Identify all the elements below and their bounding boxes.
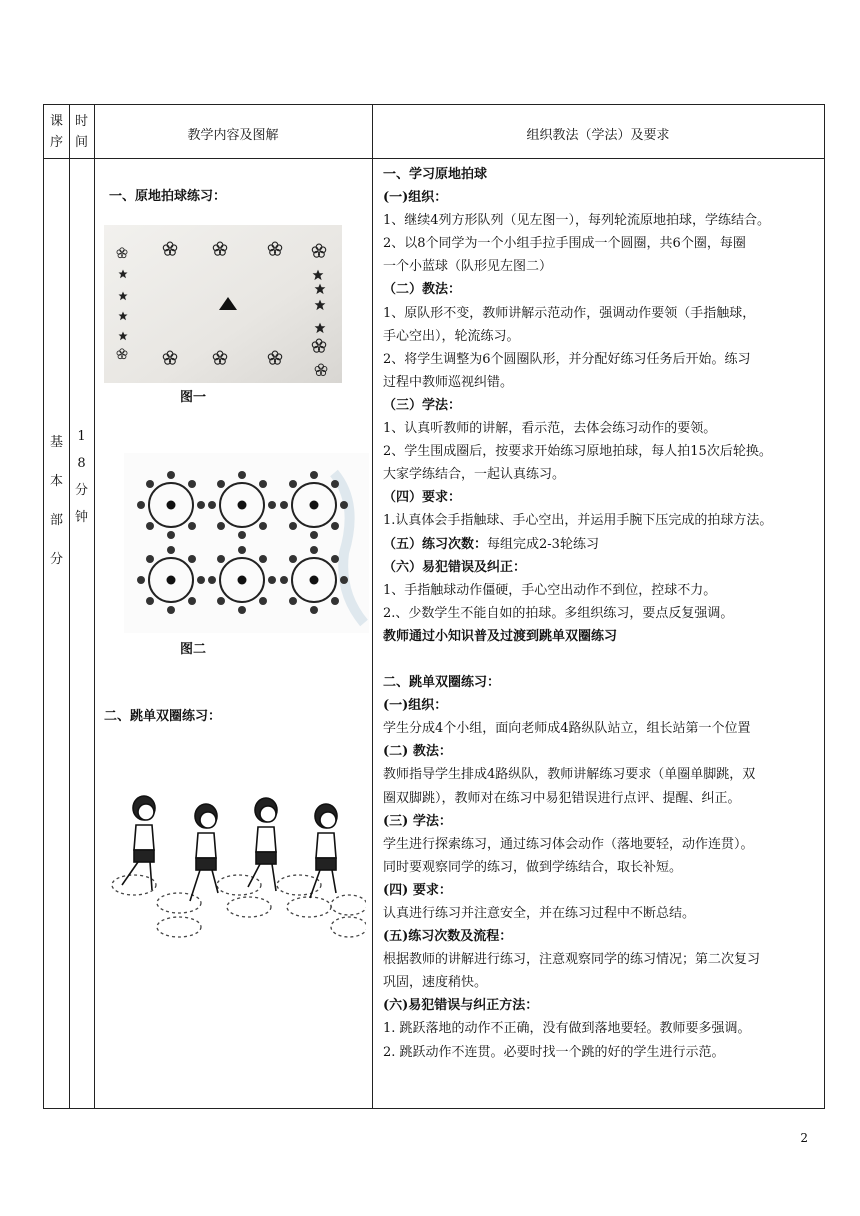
method-line: (六)易犯错误与纠正方法： bbox=[383, 998, 539, 1014]
method-line: 学生分成4个小组，面向老师成4路纵队站立，组长站第一个位置 bbox=[383, 721, 751, 737]
method-line: (五)练习次数及流程： bbox=[383, 929, 513, 945]
method-line: 同时要观察同学的练习，做到学练结合，取长补短。 bbox=[383, 859, 683, 875]
method-line: (一)组织： bbox=[383, 698, 448, 714]
method-line: (一)组织： bbox=[383, 190, 448, 206]
method-line: 1. 跳跃落地的动作不正确，没有做到落地要轻。教师要多强调。 bbox=[383, 1021, 751, 1037]
method-line bbox=[383, 648, 823, 671]
method-line: 大家学练结合，一起认真练习。 bbox=[383, 467, 566, 483]
column-divider bbox=[372, 105, 373, 1108]
header-content: 教学内容及图解 bbox=[187, 128, 279, 143]
method-line: 二、跳单双圈练习： bbox=[383, 675, 501, 691]
figure1-caption: 图一 bbox=[180, 390, 207, 405]
figure3-jumping-image bbox=[104, 785, 366, 950]
time-label: 1 8 分 钟 bbox=[74, 429, 88, 525]
header-divider bbox=[44, 158, 824, 159]
method-line: 1、原队形不变，教师讲解示范动作，强调动作要领（手指触球， bbox=[383, 305, 756, 321]
header-time: 时 间 bbox=[74, 114, 88, 150]
method-column bbox=[383, 163, 823, 1064]
method-line: 2. 跳跃动作不连贯。必要时找一个跳的好的学生进行示范。 bbox=[383, 1044, 725, 1060]
method-line: 根据教师的讲解进行练习，注意观察同学的练习情况；第二次复习 bbox=[383, 952, 761, 968]
method-line: （二）教法： bbox=[383, 282, 462, 298]
method-line: 一、学习原地拍球 bbox=[383, 167, 488, 182]
method-line: 1.认真体会手指触球、手心空出，并运用手腕下压完成的拍球方法。 bbox=[383, 513, 773, 529]
page-number: 2 bbox=[800, 1131, 808, 1145]
method-line: (四) 要求： bbox=[383, 882, 452, 898]
method-line: 巩固，速度稍快。 bbox=[383, 975, 488, 991]
method-line: 1、继续4列方形队列（见左图一），每列轮流原地拍球，学练结合。 bbox=[383, 213, 771, 229]
header-method: 组织教法（学法）及要求 bbox=[526, 128, 670, 143]
method-line: 圈双脚跳），教师对在练习中易犯错误进行点评、提醒、纠正。 bbox=[383, 790, 741, 806]
method-line: 2.、少数学生不能自如的拍球。多组织练习，要点反复强调。 bbox=[383, 605, 734, 621]
method-line: (二) 教法： bbox=[383, 744, 452, 760]
method-line-label: （五）练习次数： bbox=[383, 536, 488, 552]
method-line: 学生进行探索练习，通过练习体会动作（落地要轻，动作连贯）。 bbox=[383, 836, 754, 852]
course-label: 基 本 部 分 bbox=[49, 435, 63, 567]
column-divider bbox=[94, 105, 95, 1108]
method-line: (三) 学法： bbox=[383, 813, 452, 829]
method-line: 手心空出），轮流练习。 bbox=[383, 328, 520, 344]
method-line: 2、将学生调整为6个圆圈队形，并分配好练习任务后开始。练习 bbox=[383, 351, 751, 367]
method-line: （五）练习次数：每组完成2-3轮练习 bbox=[383, 536, 599, 552]
method-line: 认真进行练习并注意安全，并在练习过程中不断总结。 bbox=[383, 906, 696, 921]
method-line: 教师通过小知识普及过渡到跳单双圈练习 bbox=[383, 628, 618, 644]
method-line: 一个小蓝球（队形见左图二） bbox=[383, 259, 553, 275]
header-course: 课 序 bbox=[49, 114, 63, 150]
column-divider bbox=[69, 105, 70, 1108]
method-line: （六）易犯错误及纠正： bbox=[383, 559, 527, 575]
section2-title: 二、跳单双圈练习： bbox=[104, 709, 222, 724]
lesson-table bbox=[43, 104, 825, 1109]
section1-title: 一、原地拍球练习： bbox=[109, 189, 227, 204]
method-line: （三）学法： bbox=[383, 397, 462, 413]
figure1-formation-image bbox=[104, 225, 342, 383]
method-line: 教师指导学生排成4路纵队，教师讲解练习要求（单圈单脚跳，双 bbox=[383, 767, 756, 783]
method-line: 1、手指触球动作僵硬，手心空出动作不到位，控球不力。 bbox=[383, 582, 717, 598]
figure2-caption: 图二 bbox=[180, 642, 207, 657]
method-line: （四）要求： bbox=[383, 490, 462, 506]
method-line: 2、以8个同学为一个小组手拉手围成一个圆圈，共6个圈，每圈 bbox=[383, 236, 746, 252]
method-line: 过程中教师巡视纠错。 bbox=[383, 374, 514, 390]
figure2-circles-image bbox=[124, 453, 369, 633]
method-line: 2、学生围成圈后，按要求开始练习原地拍球，每人拍15次后轮换。 bbox=[383, 444, 772, 460]
method-line: 1、认真听教师的讲解，看示范，去体会练习动作的要领。 bbox=[383, 421, 717, 437]
